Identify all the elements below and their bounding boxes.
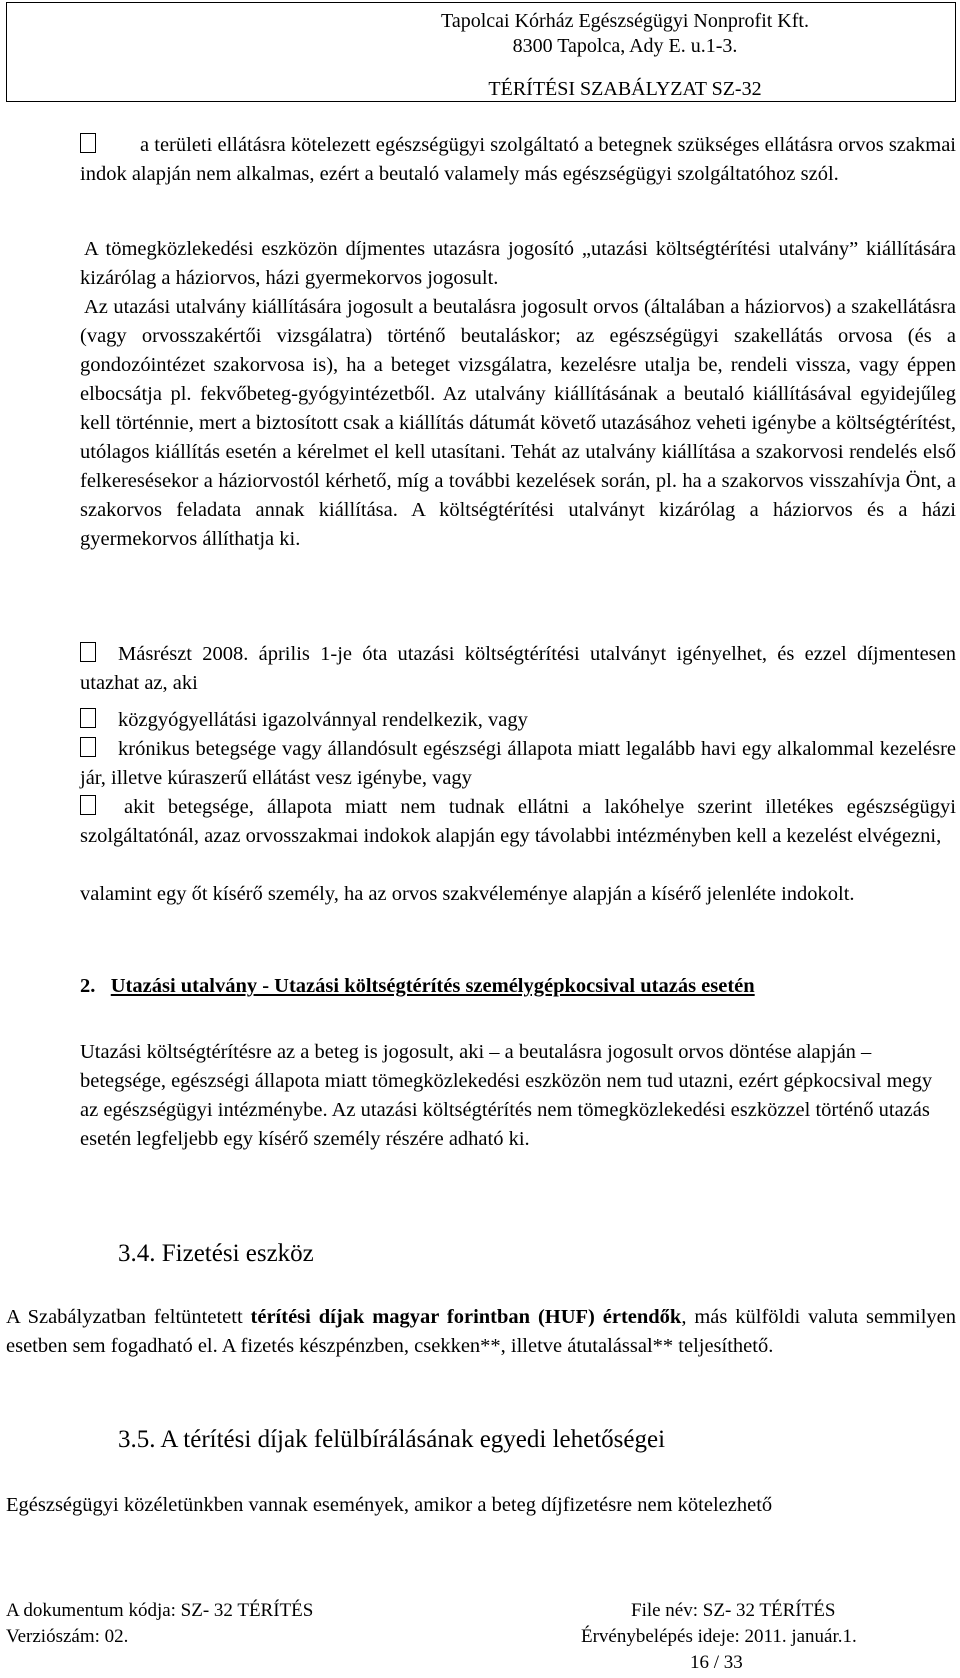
bullet-icon bbox=[80, 642, 96, 662]
list-item-text: közgyógyellátási igazolvánnyal rendelkezik, vagy bbox=[118, 709, 528, 731]
paragraph-voucher-entitlement: A tömegközlekedési eszközön díjmentes utazásra jogosító „utazási költségtérítési utalvány” kiállítására kizárólag a háziorvos, házi gyermekorvos jogosult. bbox=[80, 238, 956, 289]
list-item-text: krónikus betegsége vagy állandósult egészségi állapota miatt legalább havi egy alkalommal kezelésre jár, illetve kúraszerű ellátást vesz igénybe, vagy bbox=[80, 738, 956, 789]
paragraph-since-2008 bbox=[80, 640, 956, 698]
paragraph-referral-reason bbox=[80, 131, 956, 189]
bullet-icon bbox=[80, 708, 96, 728]
text-part: A Szabályzatban feltüntetett bbox=[6, 1306, 251, 1328]
subsection-3-4-heading: 3.4. Fizetési eszköz bbox=[118, 1240, 314, 1267]
footer-file-name: File név: SZ- 32 TÉRÍTÉS bbox=[631, 1600, 836, 1621]
subsection-3-5-heading: 3.5. A térítési díjak felülbírálásának egyedi lehetőségei bbox=[118, 1426, 666, 1453]
bullet-icon bbox=[80, 737, 96, 757]
paragraph-text: a területi ellátásra kötelezett egészségügyi szolgáltató a betegnek szükséges ellátásra orvos szakmai indok alapján nem alkalmas, ezért a beutaló valamely más egészségügyi szolgáltatóhoz szól. bbox=[80, 134, 956, 185]
emphasized-text: térítési díjak magyar forintban (HUF) értendők bbox=[250, 1306, 682, 1328]
footer-effective-date: Érvénybelépés ideje: 2011. január.1. bbox=[581, 1626, 857, 1647]
footer-document-code: A dokumentum kódja: SZ- 32 TÉRÍTÉS bbox=[6, 1600, 314, 1621]
paragraph-voucher-issuing: Az utazási utalvány kiállítására jogosult a beutalásra jogosult orvos (általában a háziorvos) a szakellátásra (vagy orvosszakértői vizsgálatra) történő beutaláskor; az egészségügyi szakellátás orvosa (és a gondozóintézet szakorvosa is), ha a beteget vizsgálatra, kezelésre utalja be, rendeli vissza, vagy éppen elbocsátja pl. fekvőbeteg-gyógyintézetből. Az utalvány kiállításának a beutaló kiállításával egyidejűleg kell történnie, mert a biztosított csak a kiállítás dátumát követő utazásához veheti igénybe a költségtérítést, utólagos kiállítás esetén a kérelmet el kell utasítani. Tehát az utalvány kiállítása a szakorvosi rendelés első felkeresésekor a háziorvostól kérhető, míg a további kezelések során, pl. ha a szakorvos visszahívja Önt, a szakorvos feladata annak kiállítása. A költségtérítési utalványt kizárólag a háziorvos és a házi gyermekorvos állíthatja ki. bbox=[80, 296, 956, 550]
header-document-title: TÉRÍTÉSI SZABÁLYZAT SZ-32 bbox=[488, 78, 762, 100]
section-number: 2. bbox=[80, 975, 96, 997]
list-item-public-health-card bbox=[80, 706, 956, 735]
footer-version: Verziószám: 02. bbox=[6, 1626, 129, 1647]
list-item-distant-institution bbox=[80, 793, 956, 851]
paragraph-payment-means bbox=[6, 1303, 956, 1361]
paragraph-text: Másrészt 2008. április 1-je óta utazási költségtérítési utalványt igényelhet, és ezzel díjmentesen utazhat az, aki bbox=[80, 643, 956, 694]
paragraph-companion: valamint egy őt kísérő személy, ha az orvos szakvéleménye alapján a kísérő jelenléte indokolt. bbox=[80, 883, 855, 905]
section-title: Utazási utalvány - Utazási költségtérítés személygépkocsival utazás esetén bbox=[110, 975, 755, 997]
list-item-text: akit betegsége, állapota miatt nem tudnak ellátni a lakóhelye szerint illetékes egészségügyi szolgáltatónál, azaz orvosszakmai indokok alapján egy távolabbi intézményben kell a kezelést elvégezni, bbox=[80, 796, 956, 847]
section-2-heading bbox=[80, 975, 755, 998]
text-part: , más külföldi valuta semmilyen esetben sem fogadható el. A fizetés készpénzben, csekken**, illetve átutalással** teljesíthető. bbox=[6, 1306, 957, 1357]
bullet-icon bbox=[80, 133, 96, 153]
paragraph-car-travel: Utazási költségtérítésre az a beteg is jogosult, aki – a beutalásra jogosult orvos döntése alapján – betegsége, egészségi állapota miatt tömegközlekedési eszközön nem tud utazni, ezért gépkocsival megy az egészségügyi intézménybe. Az utazási költségtérítés nem tömegközlekedési eszközzel történő utazás esetén legfeljebb egy kísérő személy részére adható ki. bbox=[80, 1041, 933, 1150]
paragraph-exemptions: Egészségügyi közéletünkben vannak események, amikor a beteg díjfizetésre nem kötelezhető bbox=[6, 1494, 773, 1516]
header-organization: Tapolcai Kórház Egészségügyi Nonprofit Kft. bbox=[441, 10, 809, 32]
page-footer bbox=[6, 1598, 956, 1673]
footer-page-number: 16 / 33 bbox=[690, 1652, 743, 1673]
page-header bbox=[6, 2, 956, 102]
bullet-icon bbox=[80, 795, 96, 815]
header-address: 8300 Tapolca, Ady E. u.1-3. bbox=[512, 35, 738, 57]
list-item-chronic-illness bbox=[80, 735, 956, 793]
